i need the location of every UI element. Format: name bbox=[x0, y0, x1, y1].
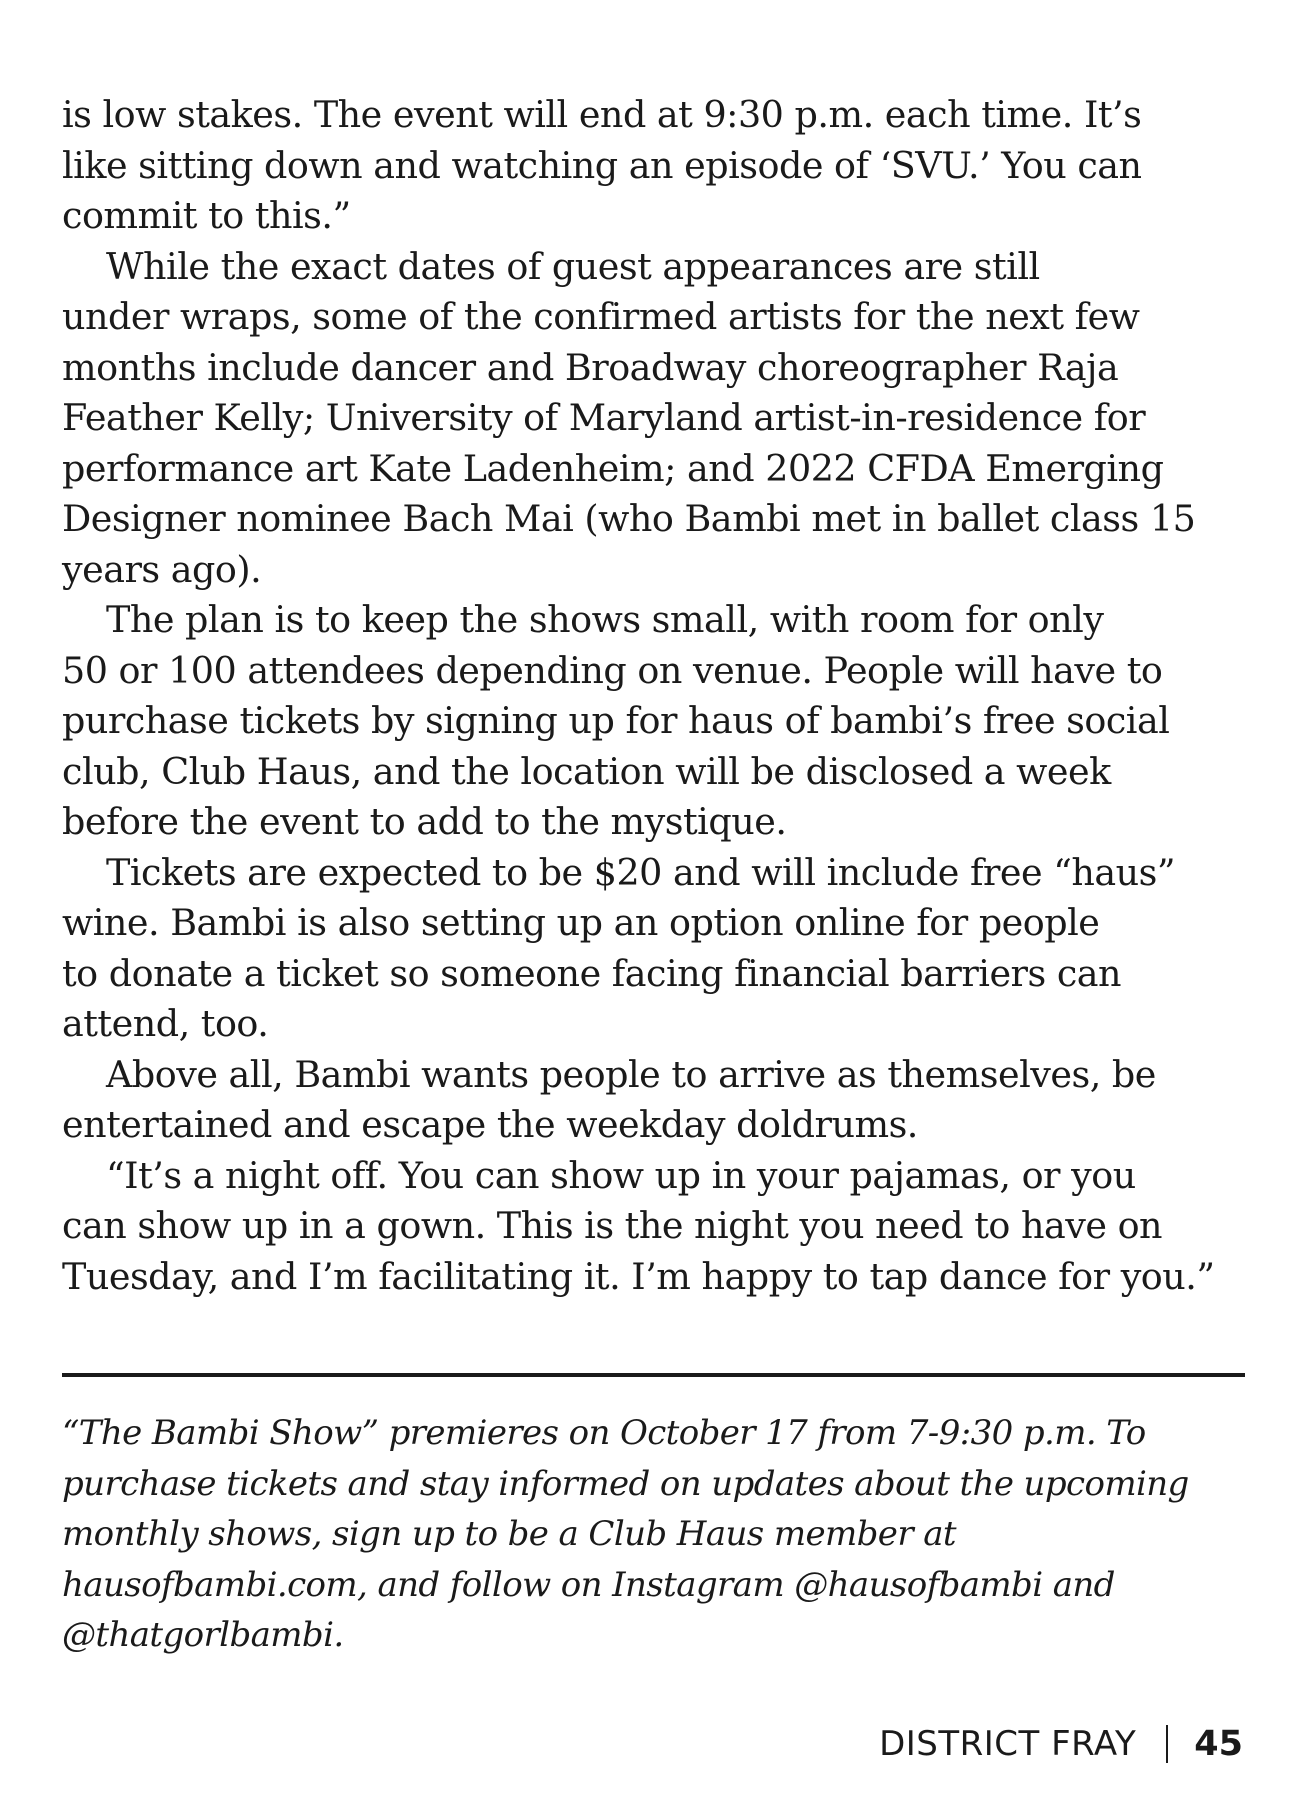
note-line: monthly shows, sign up to be a Club Haus member at bbox=[62, 1514, 956, 1554]
event-info-note bbox=[62, 1408, 1252, 1661]
article-line: While the exact dates of guest appearances are still bbox=[106, 244, 1040, 288]
article-line: purchase tickets by signing up for haus of bambi’s free social bbox=[62, 699, 1170, 742]
article-line: like sitting down and watching an episode of ‘SVU.’ You can bbox=[62, 143, 1142, 187]
article-line: Feather Kelly; University of Maryland artist-in-residence for bbox=[62, 396, 1146, 439]
page-number: 45 bbox=[1194, 1724, 1243, 1764]
article-line: 50 or 100 attendees depending on venue. People will have to bbox=[62, 648, 1163, 692]
article-line: entertained and escape the weekday doldrums. bbox=[62, 1103, 918, 1146]
article-line: is low stakes. The event will end at 9:30 p.m. each time. It’s bbox=[62, 93, 1142, 136]
article-line: attend, too. bbox=[62, 1002, 269, 1045]
article-line: months include dancer and Broadway choreographer Raja bbox=[62, 345, 1119, 389]
article-line: before the event to add to the mystique. bbox=[62, 800, 787, 843]
article-line: commit to this.” bbox=[62, 194, 351, 237]
article-line: years ago). bbox=[62, 547, 262, 591]
article-line: “It’s a night off. You can show up in your pajamas, or you bbox=[106, 1153, 1136, 1197]
article-line: wine. Bambi is also setting up an option online for people bbox=[62, 901, 1100, 944]
note-line: hausofbambi.com, and follow on Instagram @hausofbambi and bbox=[62, 1564, 1115, 1605]
article-line: Tuesday, and I’m facilitating it. I’m happy to tap dance for you.” bbox=[62, 1254, 1215, 1298]
article-line: Tickets are expected to be $20 and will include free “haus” bbox=[106, 850, 1176, 894]
article-line: under wraps, some of the confirmed artists for the next few bbox=[62, 295, 1140, 338]
article-line: to donate a ticket so someone facing financial barriers can bbox=[62, 951, 1122, 995]
section-divider bbox=[62, 1373, 1245, 1377]
note-line: purchase tickets and stay informed on updates about the upcoming bbox=[62, 1463, 1189, 1504]
article-body bbox=[62, 90, 1252, 1302]
article-line: performance art Kate Ladenheim; and 2022 CFDA Emerging bbox=[62, 446, 1164, 490]
footer-separator bbox=[1166, 1725, 1168, 1763]
note-line: @thatgorlbambi. bbox=[62, 1615, 344, 1655]
article-line: club, Club Haus, and the location will be disclosed a week bbox=[62, 749, 1111, 793]
page-footer bbox=[879, 1724, 1243, 1764]
article-line: can show up in a gown. This is the night you need to have on bbox=[62, 1204, 1163, 1247]
article-line: The plan is to keep the shows small, with room for only bbox=[106, 598, 1104, 641]
article-line: Designer nominee Bach Mai (who Bambi met in ballet class 15 bbox=[62, 497, 1196, 540]
note-line: “The Bambi Show” premieres on October 17 from 7-9:30 p.m. To bbox=[62, 1413, 1146, 1453]
publication-name: DISTRICT FRAY bbox=[879, 1724, 1137, 1764]
article-line: Above all, Bambi wants people to arrive as themselves, be bbox=[106, 1052, 1156, 1096]
